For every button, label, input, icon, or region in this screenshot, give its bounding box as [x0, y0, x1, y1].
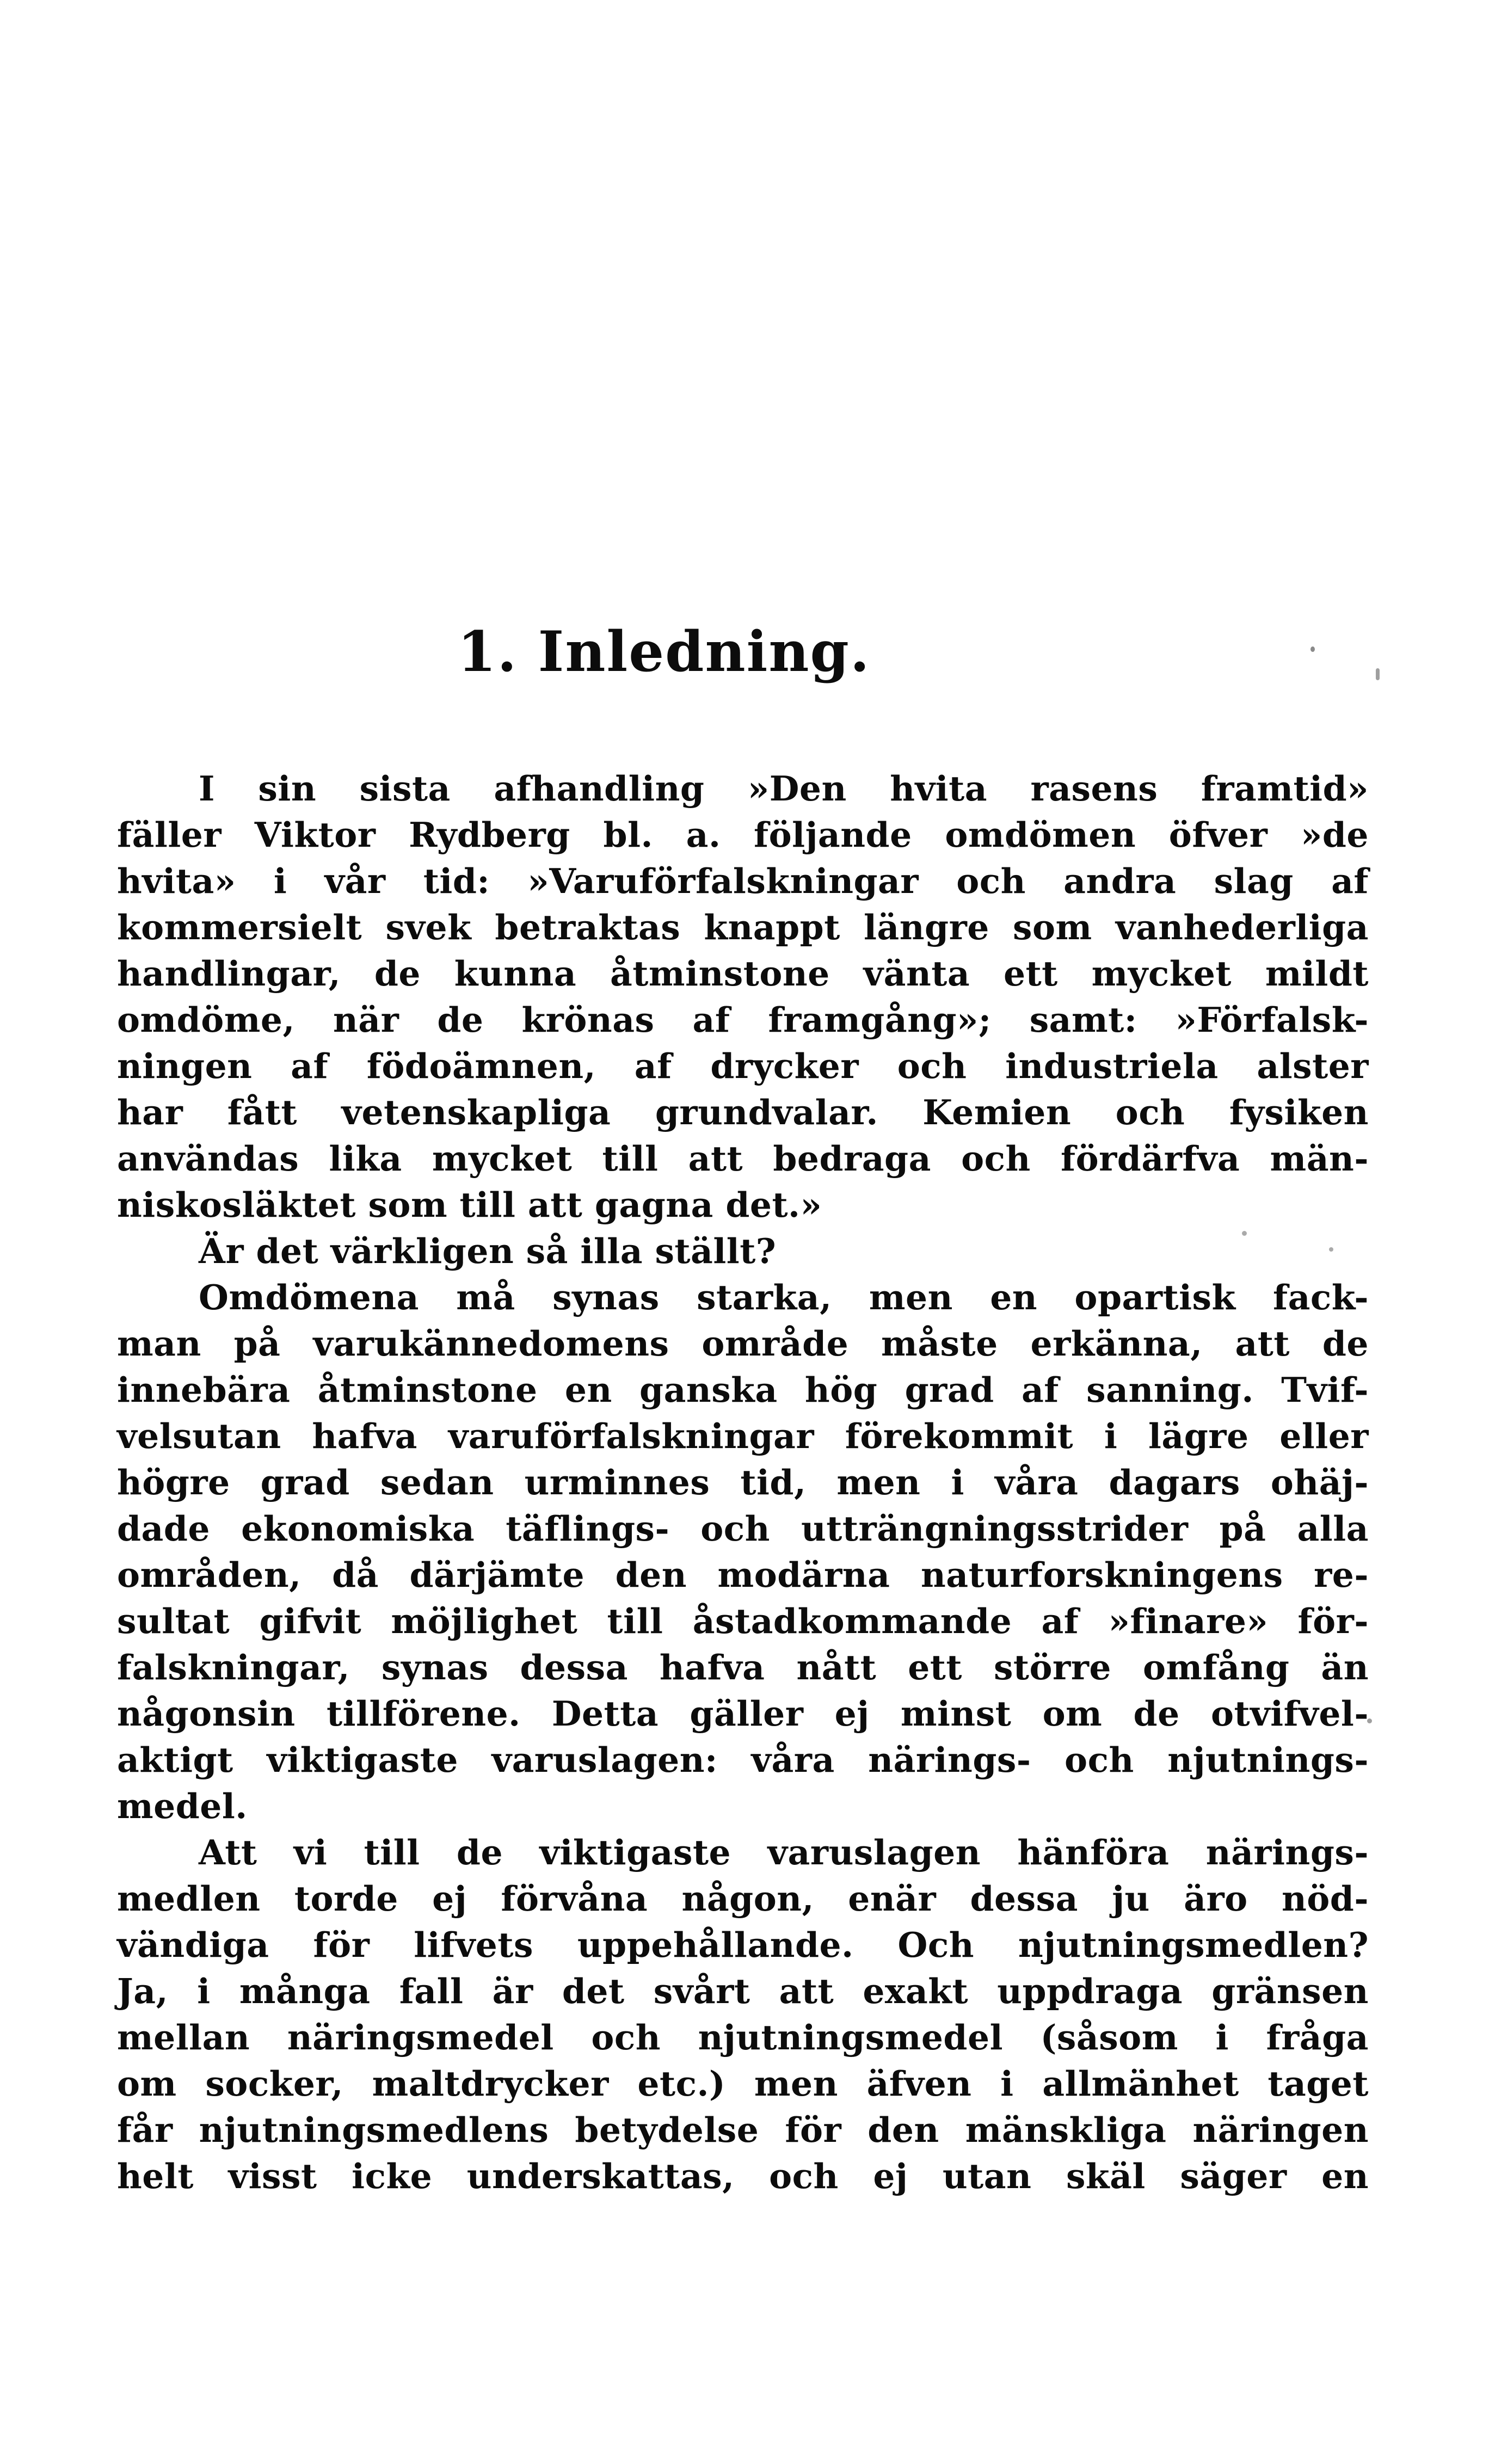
text-line: niskosläktet som till att gagna det.»: [117, 1185, 822, 1225]
section-heading: 1. Inledning.: [457, 619, 871, 685]
text-line: medel.: [117, 1786, 248, 1827]
paragraph: [117, 1228, 1369, 1274]
text-line: medlen torde ej förvåna någon, enär dessa ju äro nöd-: [117, 1878, 1369, 1919]
text-line: dade ekonomiska täflings- och utträngningsstrider på alla: [117, 1508, 1369, 1549]
text-line: har fått vetenskapliga grundvalar. Kemien och fysiken: [117, 1092, 1369, 1133]
text-line: områden, då därjämte den modärna naturforskningens re-: [117, 1555, 1369, 1596]
text-line: aktigt viktigaste varuslagen: våra närings- och njutnings-: [117, 1740, 1369, 1781]
text-line: Ja, i många fall är det svårt att exakt uppdraga gränsen: [117, 1971, 1369, 2012]
text-line: får njutningsmedlens betydelse för den mänskliga näringen: [117, 2110, 1369, 2151]
text-line: falskningar, synas dessa hafva nått ett större omfång än: [117, 1647, 1369, 1688]
text-line: Omdömena må synas starka, men en opartisk fack-: [199, 1277, 1369, 1318]
text-line: sultat gifvit möjlighet till åstadkommande af »finare» för-: [117, 1601, 1369, 1642]
paragraph: [117, 766, 1369, 1228]
text-line: mellan näringsmedel och njutningsmedel (såsom i fråga: [117, 2017, 1369, 2058]
text-line: velsutan hafva varuförfalskningar förekommit i lägre eller: [117, 1416, 1369, 1457]
text-line: Är det värkligen så illa ställt?: [199, 1231, 777, 1272]
text-line: I sin sista afhandling »Den hvita rasens framtid»: [199, 768, 1369, 809]
text-line: man på varukännedomens område måste erkänna, att de: [117, 1323, 1369, 1364]
text-line: hvita» i vår tid: »Varuförfalskningar och andra slag af: [117, 861, 1369, 902]
text-line: fäller Viktor Rydberg bl. a. följande omdömen öfver »de: [117, 815, 1369, 855]
paragraph: [117, 1829, 1369, 2200]
text-block: [117, 620, 1369, 2200]
text-line: Att vi till de viktigaste varuslagen hänföra närings-: [199, 1832, 1369, 1873]
body-text: [117, 766, 1369, 2200]
text-line: någonsin tillförene. Detta gäller ej minst om de otvifvel-: [117, 1693, 1369, 1734]
paragraph: [117, 1274, 1369, 1829]
text-line: om socker, maltdrycker etc.) men äfven i allmänhet taget: [117, 2063, 1369, 2104]
text-line: innebära åtminstone en ganska hög grad af sanning. Tvif-: [117, 1370, 1369, 1410]
text-line: handlingar, de kunna åtminstone vänta ett mycket mildt: [117, 953, 1369, 994]
text-line: högre grad sedan urminnes tid, men i våra dagars ohäj-: [117, 1462, 1369, 1503]
text-line: användas lika mycket till att bedraga och fördärfva män-: [117, 1138, 1369, 1179]
text-line: omdöme, när de krönas af framgång»; samt: »Förfalsk-: [117, 1000, 1369, 1040]
text-line: helt visst icke underskattas, och ej utan skäl säger en: [117, 2156, 1369, 2197]
scan-speck: [1376, 668, 1380, 680]
text-line: vändiga för lifvets uppehållande. Och njutningsmedlen?: [117, 1925, 1369, 1966]
text-line: ningen af födoämnen, af drycker och industriela alster: [117, 1046, 1369, 1087]
text-line: kommersielt svek betraktas knappt längre som vanhederliga: [117, 907, 1369, 948]
